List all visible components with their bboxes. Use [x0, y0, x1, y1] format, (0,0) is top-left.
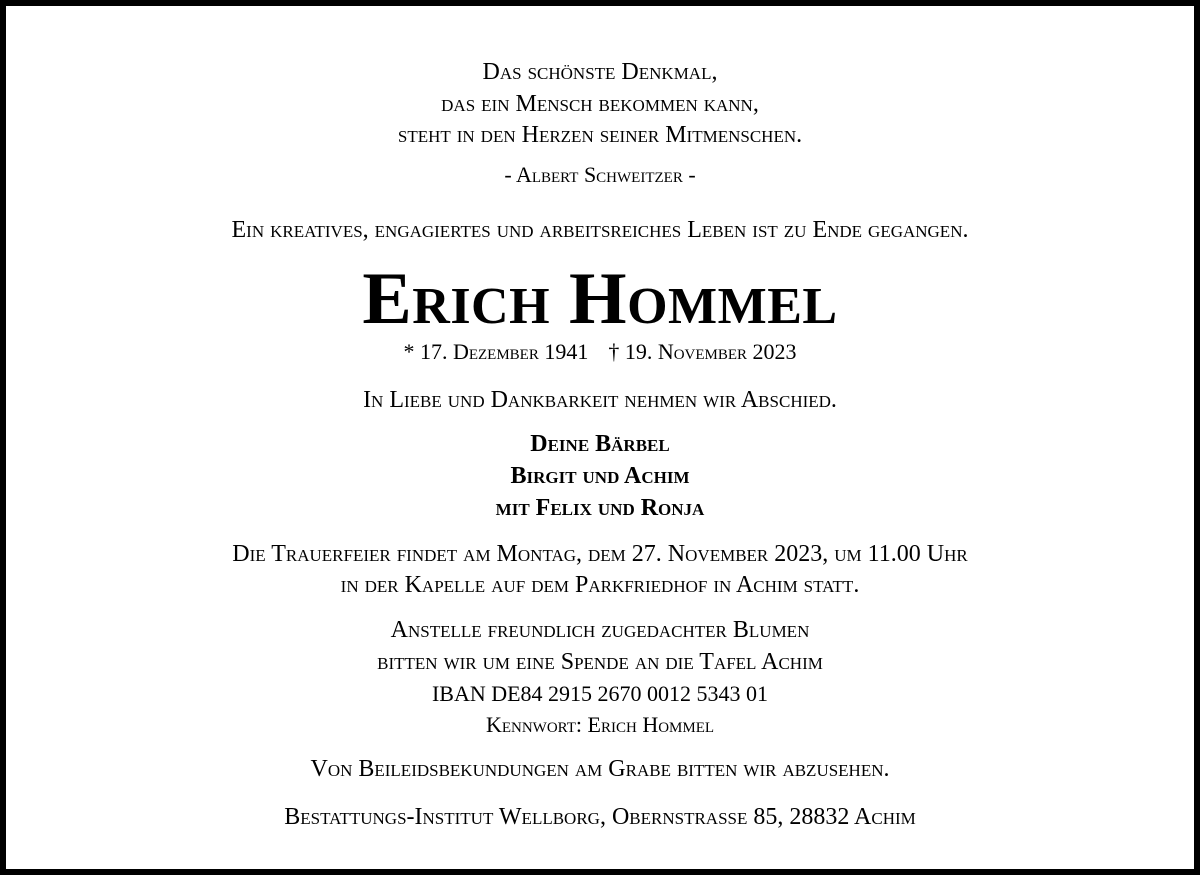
- quote-author: - Albert Schweitzer -: [504, 162, 696, 187]
- donation-keyword: Kennwort: Erich Hommel: [485, 712, 715, 737]
- donation-line-2: bitten wir um eine Spende an die Tafel Achim: [377, 649, 823, 675]
- mourner-3: mit Felix und Ronja: [495, 495, 705, 521]
- donation-line-1: Anstelle freundlich zugedachter Blumen: [390, 617, 810, 643]
- quote-line-2: das ein Mensch bekommen kann,: [441, 91, 759, 117]
- death-date: † 19. November 2023: [608, 339, 797, 364]
- undertaker-info: Bestattungs-Institut Wellborg, Obernstraße 85, 28832 Achim: [284, 804, 916, 830]
- intro-text: Ein kreatives, engagiertes und arbeitsreiches Leben ist zu Ende gegangen.: [231, 217, 969, 243]
- mourner-2: Birgit und Achim: [510, 463, 690, 489]
- condolence-note: Von Beileidsbekundungen am Grabe bitten wir abzusehen.: [310, 756, 890, 782]
- quote-line-1: Das schönste Denkmal,: [482, 59, 718, 85]
- life-dates: [6, 341, 1194, 363]
- ceremony-line-2: in der Kapelle auf dem Parkfriedhof in Achim statt.: [340, 572, 860, 598]
- quote-line-3: steht in den Herzen seiner Mitmenschen.: [397, 122, 803, 148]
- donation-iban: IBAN DE84 2915 2670 0012 5343 01: [431, 681, 769, 706]
- ceremony-line-1: Die Trauerfeier findet am Montag, dem 27. November 2023, um 11.00 Uhr: [232, 541, 968, 567]
- farewell-text: In Liebe und Dankbarkeit nehmen wir Abschied.: [363, 387, 837, 413]
- mourner-1: Deine Bärbel: [530, 431, 670, 457]
- deceased-name: Erich Hommel: [362, 258, 838, 340]
- birth-date: * 17. Dezember 1941: [403, 339, 589, 364]
